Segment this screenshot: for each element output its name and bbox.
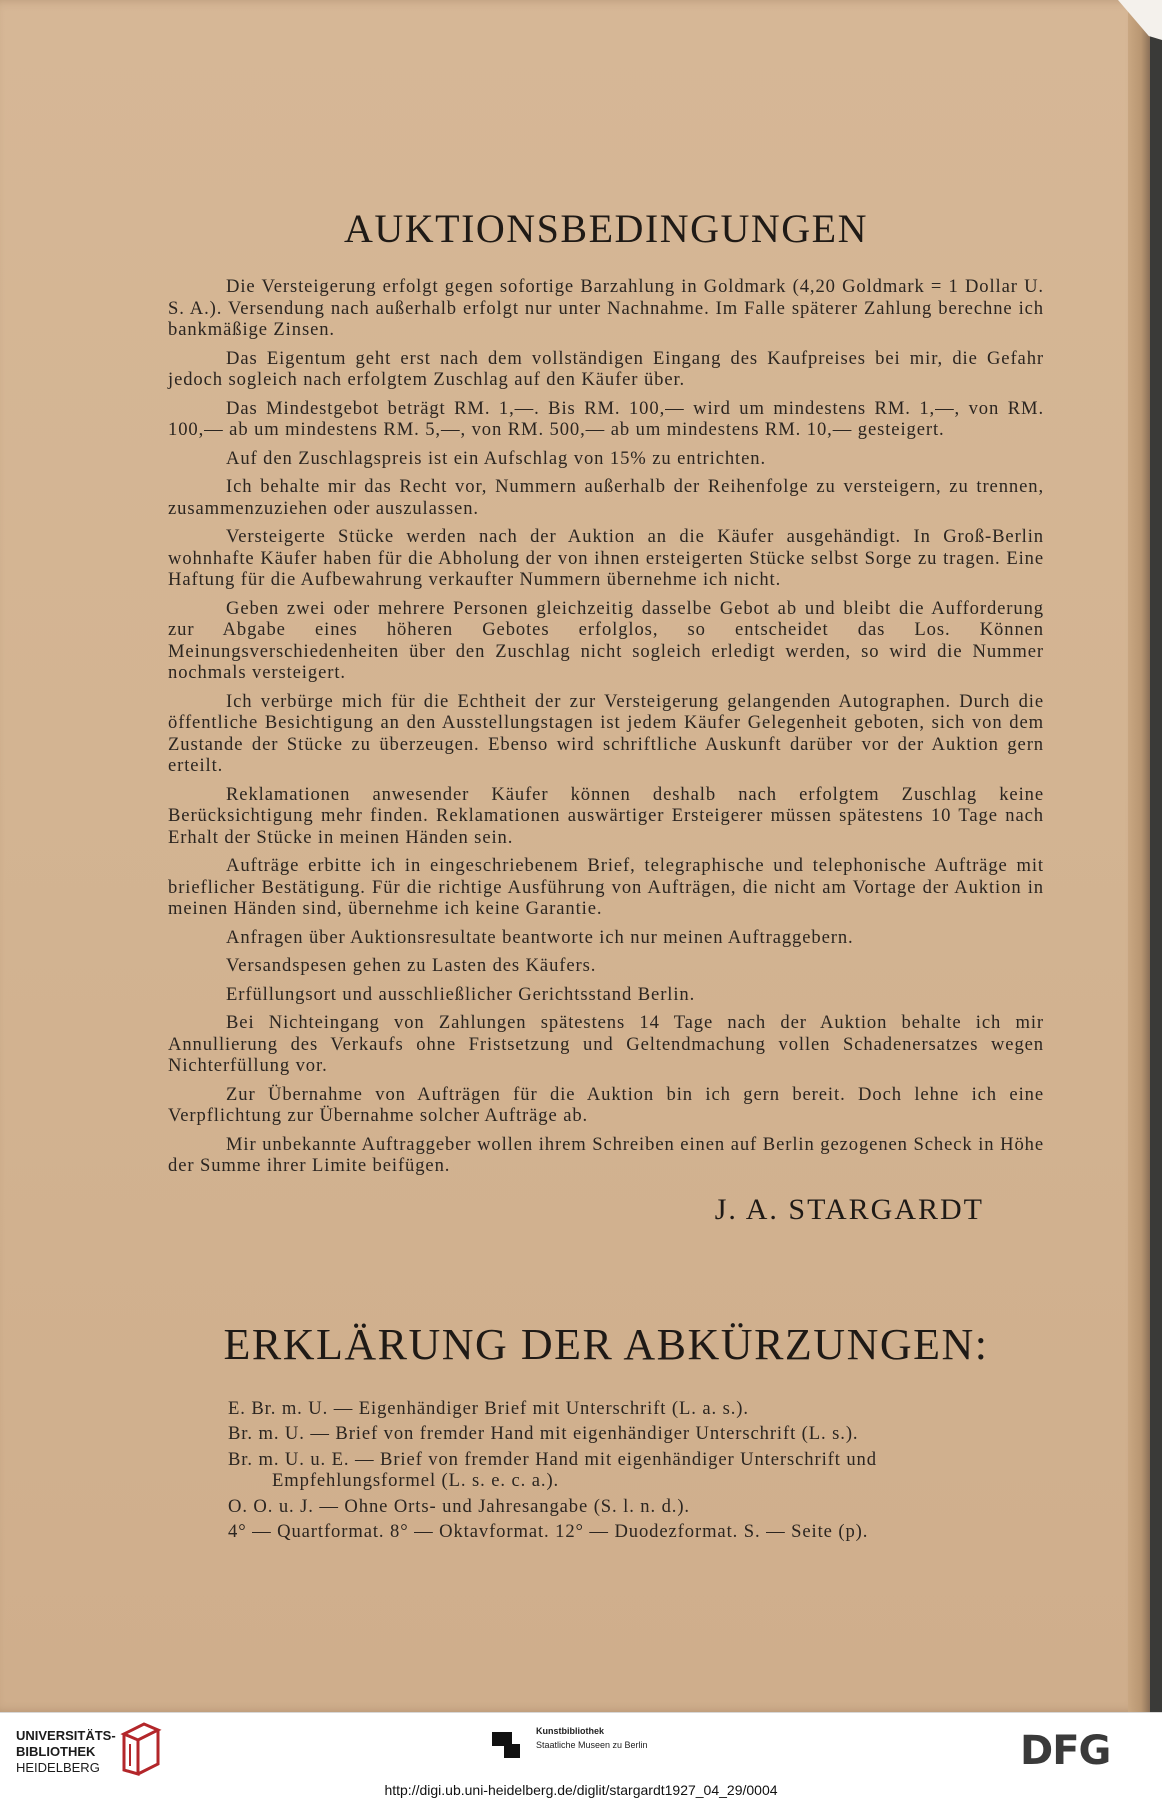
paragraph-shipping: Versandspesen gehen zu Lasten des Käufers. (226, 955, 597, 976)
paragraph-commissions: Zur Übernahme von Aufträgen für die Auktion bin ich gern bereit. Doch lehne ich eine Verpflichtung zur Übernahme solcher Aufträge ab. (168, 1083, 1044, 1126)
ub-line-1: UNIVERSITÄTS- (16, 1728, 116, 1743)
paragraph-payment: Die Versteigerung erfolgt gegen sofortige Barzahlung in Goldmark (4,20 Goldmark = 1 Dollar U. S. A.). Versendung nach außerhalb erfolgt nur unter Nachnahme. Im Falle späterer Zahlung berechne ich bankmäßige Zinsen. (168, 276, 1044, 340)
abbreviation-item (228, 1398, 1044, 1420)
abbreviations-title: ERKLÄRUNG DER ABKÜRZUNGEN: (223, 1319, 989, 1369)
paragraph-ownership: Das Eigentum geht erst nach dem vollständigen Eingang des Kaufpreises bei mir, die Gefahr jedoch sogleich nach erfolgtem Zuschlag auf den Käufer über. (168, 347, 1044, 390)
kunstbibliothek-logo-icon (490, 1724, 530, 1764)
ub-logo-icon (120, 1720, 162, 1776)
paragraph-non-payment: Bei Nichteingang von Zahlungen spätestens 14 Tage nach der Auktion behalte ich mir Annullierung des Verkaufs ohne Fristsetzung und Geltendmachung vollen Schadenersatzes wegen Nichterfüllung vor. (168, 1012, 1044, 1076)
paragraph-authenticity: Ich verbürge mich für die Echtheit der zur Versteigerung gelangenden Autographen. Durch die öffentliche Besichtigung an den Ausstellungstagen ist jedem Käufer Gelegenheit geboten, sich von dem Zustande der Stücke zu überzeugen. Ebenso wird schriftliche Auskunft darüber vor der Auktion gern erteilt. (168, 690, 1044, 776)
abbreviation-line: 4° — Quartformat. 8° — Oktavformat. 12° — Duodezformat. S. — Seite (p). (228, 1521, 869, 1542)
paragraph-results: Anfragen über Auktionsresultate beantworte ich nur meinen Auftraggebern. (226, 926, 854, 948)
paragraph-jurisdiction: Erfüllungsort und ausschließlicher Gerichtsstand Berlin. (226, 983, 696, 1005)
abbreviation-line: E. Br. m. U. — Eigenhändiger Brief mit Unterschrift (L. a. s.). (228, 1397, 749, 1419)
abbreviation-line: Br. m. U. u. E. — Brief von fremder Hand mit eigenhändiger Unterschrift und (228, 1448, 877, 1470)
abbreviation-item (228, 1423, 1044, 1445)
abbreviation-item (228, 1521, 1044, 1543)
paragraph-orders: Aufträge erbitte ich in eingeschriebenem Brief, telegraphische und telephonische Aufträge mit brieflicher Bestätigung. Für die richtige Ausführung von Aufträgen, die nicht am Vortage der Auktion in meinen Händen sind, übernehme ich keine Garantie. (168, 855, 1044, 919)
document-content (168, 205, 1044, 1547)
conditions-title: AUKTIONSBEDINGUNGEN (343, 206, 868, 251)
paragraph-minimum-bid: Das Mindestgebot beträgt RM. 1,—. Bis RM. 100,— wird um mindestens RM. 1,—, von RM. 100,— ab um mindestens RM. 5,—, von RM. 500,— ab um mindestens RM. 10,— gesteigert. (168, 397, 1044, 440)
abbreviation-item (228, 1449, 1044, 1492)
abbreviation-continuation: Empfehlungsformel (L. s. e. c. a.). (272, 1470, 560, 1491)
paragraph-order-rights: Ich behalte mir das Recht vor, Nummern außerhalb der Reihenfolge zu versteigern, zu trennen, zusammenzuziehen oder auszulassen. (168, 476, 1044, 519)
signature: J. A. STARGARDT (714, 1192, 984, 1226)
kb-line-1: Kunstbibliothek (536, 1726, 604, 1736)
kb-line-2: Staatliche Museen zu Berlin (536, 1740, 648, 1750)
ub-line-2: BIBLIOTHEK (16, 1744, 96, 1759)
ub-heidelberg-logo-text (16, 1728, 116, 1776)
paragraph-cheque: Mir unbekannte Auftraggeber wollen ihrem Schreiben einen auf Berlin gezogenen Scheck in Höhe der Summe ihrer Limite beifügen. (168, 1133, 1044, 1176)
page-edge (1128, 0, 1150, 1712)
paragraph-equal-bids: Geben zwei oder mehrere Personen gleichzeitig dasselbe Gebot ab und bleibt die Aufforderung zur Abgabe eines höheren Gebotes erfolglos, so entscheidet das Los. Können Meinungsverschiedenheiten über den Zuschlag nicht sogleich erledigt werden, so wird die Nummer nochmals versteigert. (168, 597, 1044, 683)
ub-line-3: HEIDELBERG (16, 1760, 100, 1775)
source-url-link[interactable]: http://digi.ub.uni-heidelberg.de/diglit/stargardt1927_04_29/0004 (384, 1782, 778, 1798)
paragraph-surcharge: Auf den Zuschlagspreis ist ein Aufschlag von 15% zu entrichten. (226, 447, 767, 469)
abbreviation-item (228, 1496, 1044, 1518)
abbreviation-line: Br. m. U. — Brief von fremder Hand mit eigenhändiger Unterschrift (L. s.). (228, 1423, 859, 1444)
paragraph-delivery: Versteigerte Stücke werden nach der Auktion an die Käufer ausgehändigt. In Groß-Berlin wohnhafte Käufer haben für die Abholung der von ihnen ersteigerten Stücke selbst Sorge zu tragen. Eine Haftung für die Aufbewahrung verkaufter Nummern übernehme ich nicht. (168, 526, 1044, 590)
abbreviation-line: O. O. u. J. — Ohne Orts- und Jahresangabe (S. l. n. d.). (228, 1495, 690, 1517)
dfg-logo: DFG (1020, 1728, 1111, 1774)
kunstbibliothek-text (536, 1724, 648, 1752)
paragraph-complaints: Reklamationen anwesender Käufer können deshalb nach erfolgtem Zuschlag keine Berücksichtigung mehr finden. Reklamationen auswärtiger Ersteigerer müssen spätestens 10 Tage nach Erhalt der Stücke in meinen Händen sein. (168, 783, 1044, 848)
